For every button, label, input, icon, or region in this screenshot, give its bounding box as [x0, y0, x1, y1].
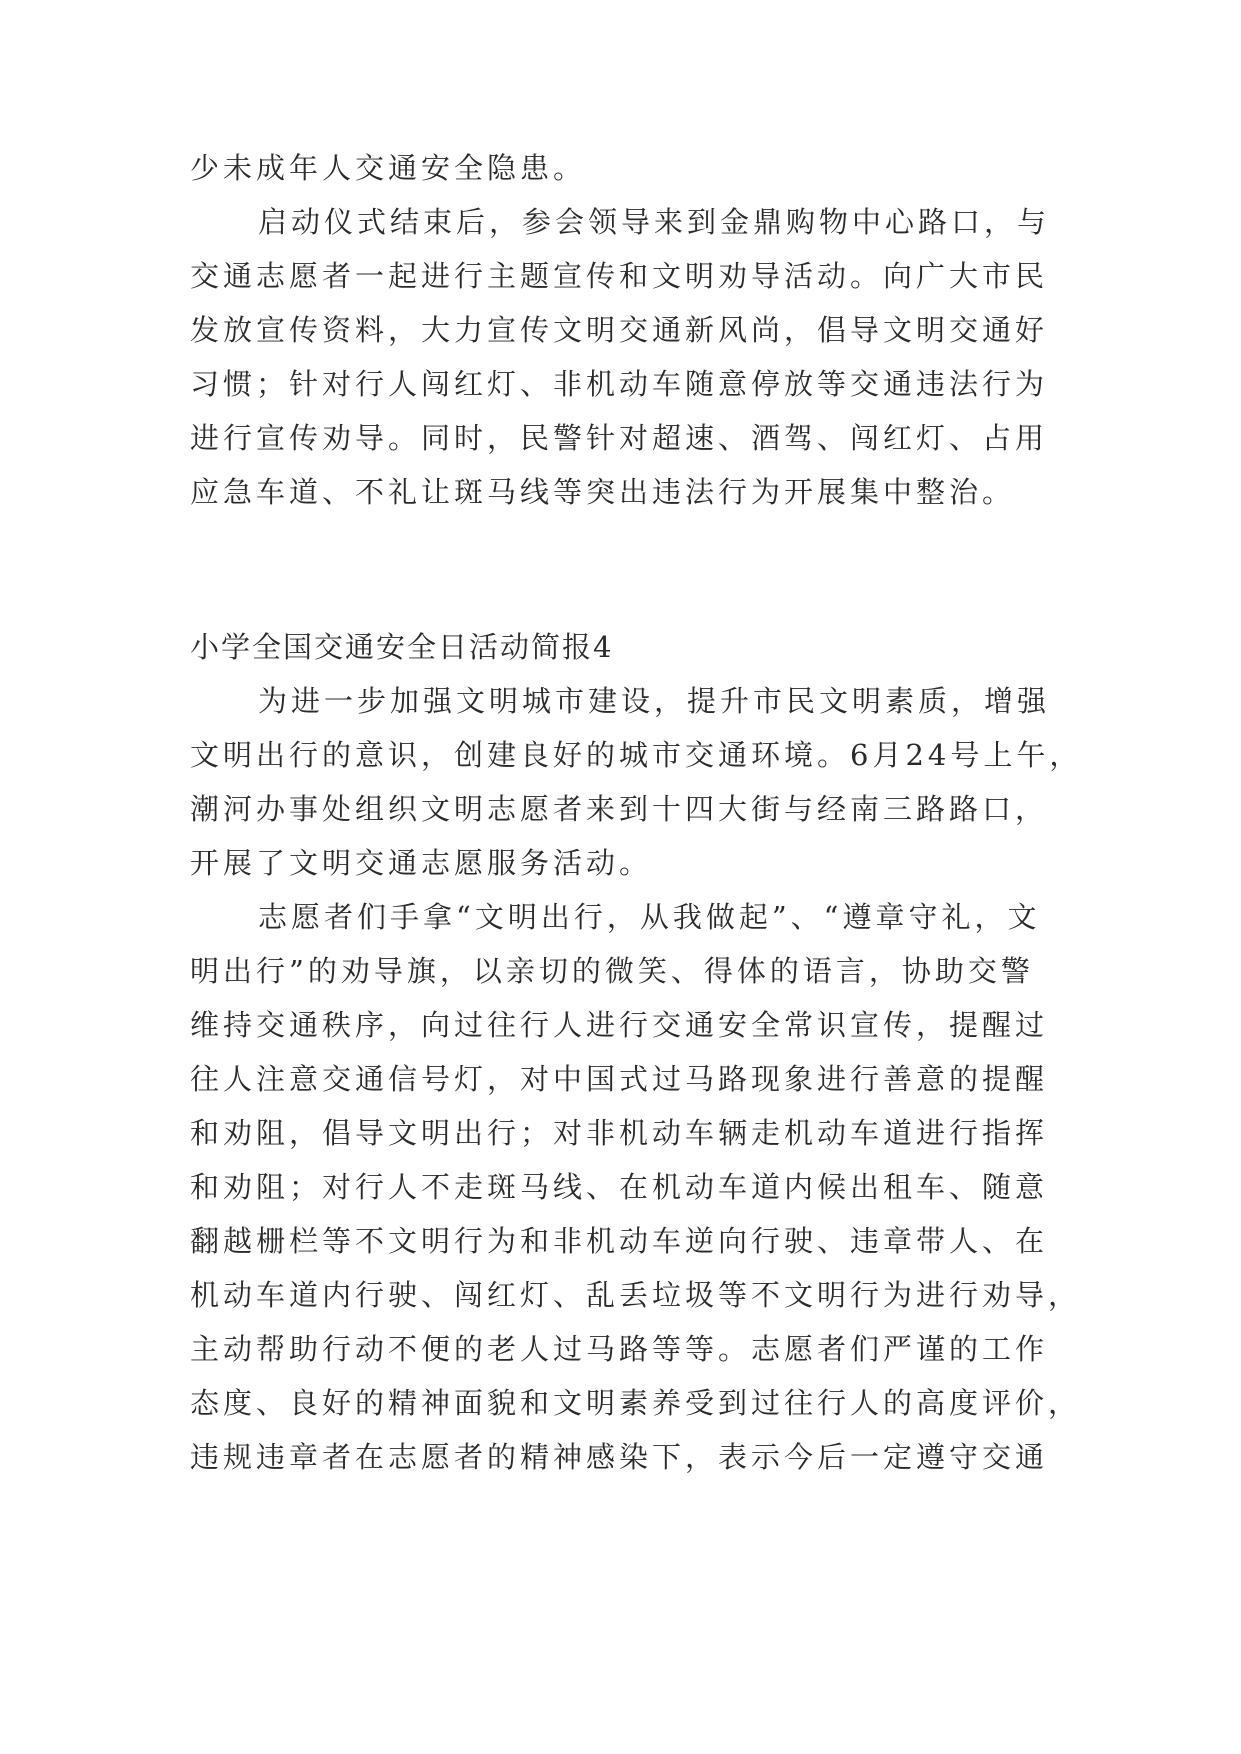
paragraph-line: 文明出行的意识，创建良好的城市交通环境。6月24号上午，	[190, 738, 1083, 772]
paragraph-line: 交通志愿者一起进行主题宣传和文明劝导活动。向广大市民	[190, 259, 1049, 293]
paragraph-line: 为进一步加强文明城市建设，提升市民文明素质，增强	[258, 684, 1051, 718]
text-block-bottom	[190, 620, 1083, 1484]
paragraph-line: 明出行”的劝导旗，以亲切的微笑、得体的语言，协助交警	[190, 954, 1034, 988]
paragraph-line: 维持交通秩序，向过往行人进行交通安全常识宣传，提醒过	[190, 1008, 1049, 1042]
paragraph-line: 少未成年人交通安全隐患。	[190, 151, 587, 185]
paragraph-line: 违规违章者在志愿者的精神感染下，表示今后一定遵守交通	[190, 1440, 1049, 1474]
paragraph-line: 习惯；针对行人闯红灯、非机动车随意停放等交通违法行为	[190, 367, 1049, 401]
paragraph-line: 进行宣传劝导。同时，民警针对超速、酒驾、闯红灯、占用	[190, 421, 1049, 455]
paragraph-line: 志愿者们手拿“文明出行，从我做起”、“遵章守礼，文	[258, 900, 1041, 934]
paragraph-line: 应急车道、不礼让斑马线等突出违法行为开展集中整治。	[190, 475, 1016, 509]
paragraph-line: 翻越栅栏等不文明行为和非机动车逆向行驶、违章带人、在	[190, 1224, 1049, 1258]
paragraph-line: 主动帮助行动不便的老人过马路等等。志愿者们严谨的工作	[190, 1332, 1049, 1366]
text-block-top	[190, 141, 1070, 519]
paragraph-line: 开展了文明交通志愿服务活动。	[190, 846, 653, 880]
paragraph-line: 启动仪式结束后，参会领导来到金鼎购物中心路口，与	[258, 205, 1051, 239]
paragraph-line: 发放宣传资料，大力宣传文明交通新风尚，倡导文明交通好	[190, 313, 1049, 347]
paragraph-line: 潮河办事处组织文明志愿者来到十四大街与经南三路路口，	[190, 792, 1049, 826]
paragraph-line: 机动车道内行驶、闯红灯、乱丢垃圾等不文明行为进行劝导，	[190, 1278, 1082, 1312]
paragraph-line: 往人注意交通信号灯，对中国式过马路现象进行善意的提醒	[190, 1062, 1049, 1096]
paragraph-line: 和劝阻，倡导文明出行；对非机动车辆走机动车道进行指挥	[190, 1116, 1049, 1150]
paragraph-line: 和劝阻；对行人不走斑马线、在机动车道内候出租车、随意	[190, 1170, 1049, 1204]
paragraph-line: 态度、良好的精神面貌和文明素养受到过往行人的高度评价，	[190, 1386, 1082, 1420]
section-heading: 小学全国交通安全日活动简报4	[190, 630, 614, 664]
